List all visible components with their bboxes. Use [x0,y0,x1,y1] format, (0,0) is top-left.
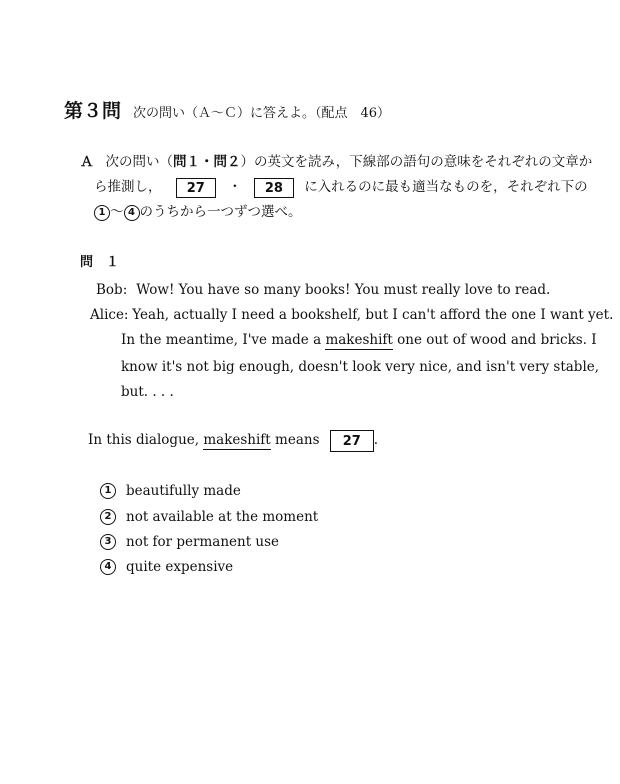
circled-number-1-icon: 1 [100,483,116,499]
dialogue-line-bob: Bob: Wow! You have so many books! You must really love to read. [96,282,551,298]
speaker-bob: Bob: [96,282,128,298]
dialogue-line-alice-1: Alice: Yeah, actually I need a bookshelf, but I can't afford the one I want yet. [90,307,614,323]
q1-prompt: In this dialogue, makeshift means 27 . [88,429,378,452]
answer-box-27: 27 [176,178,216,198]
underlined-makeshift: makeshift [325,332,393,348]
choice-3[interactable]: 3 not for permanent use [100,532,279,552]
question-instruction: 次の問い（Ａ～Ｃ）に答えよ。（配点 46） [133,106,391,121]
circled-number-4-icon: 4 [124,205,140,221]
circled-number-4-icon: 4 [100,559,116,575]
dialogue-line-alice-2: In the meantime, I've made a makeshift one out of wood and bricks. I [121,332,597,348]
prompt-underlined-makeshift: makeshift [203,432,271,448]
choice-1[interactable]: 1 beautifully made [100,481,241,501]
choice-4[interactable]: 4 quite expensive [100,557,233,577]
question-number: 第３問 [64,100,122,122]
question-header [64,96,390,120]
section-a-label: Ａ [80,154,94,170]
speaker-alice: Alice: [90,307,129,323]
q1-label: 問 １ [80,255,120,270]
answer-box-27-prompt: 27 [330,430,374,452]
choice-2[interactable]: 2 not available at the moment [100,507,318,527]
circled-number-3-icon: 3 [100,534,116,550]
circled-number-2-icon: 2 [100,509,116,525]
section-a-line-3: 1 ～ 4 のうちから一つずつ選べ。 [94,202,302,222]
answer-box-28: 28 [254,178,294,198]
circled-number-1-icon: 1 [94,205,110,221]
dialogue-line-alice-4: but. . . . [121,384,174,400]
section-a-line-1: Ａ 次の問い（問１・問２）の英文を読み，下線部の語句の意味をそれぞれの文章か [80,154,593,170]
dialogue-line-alice-3: know it's not big enough, doesn't look very nice, and isn't very stable, [121,359,600,375]
section-a-line-2: ら推測し， 27 ・ 28 に入れるのに最も適当なものを，それぞれ下の [94,179,588,196]
